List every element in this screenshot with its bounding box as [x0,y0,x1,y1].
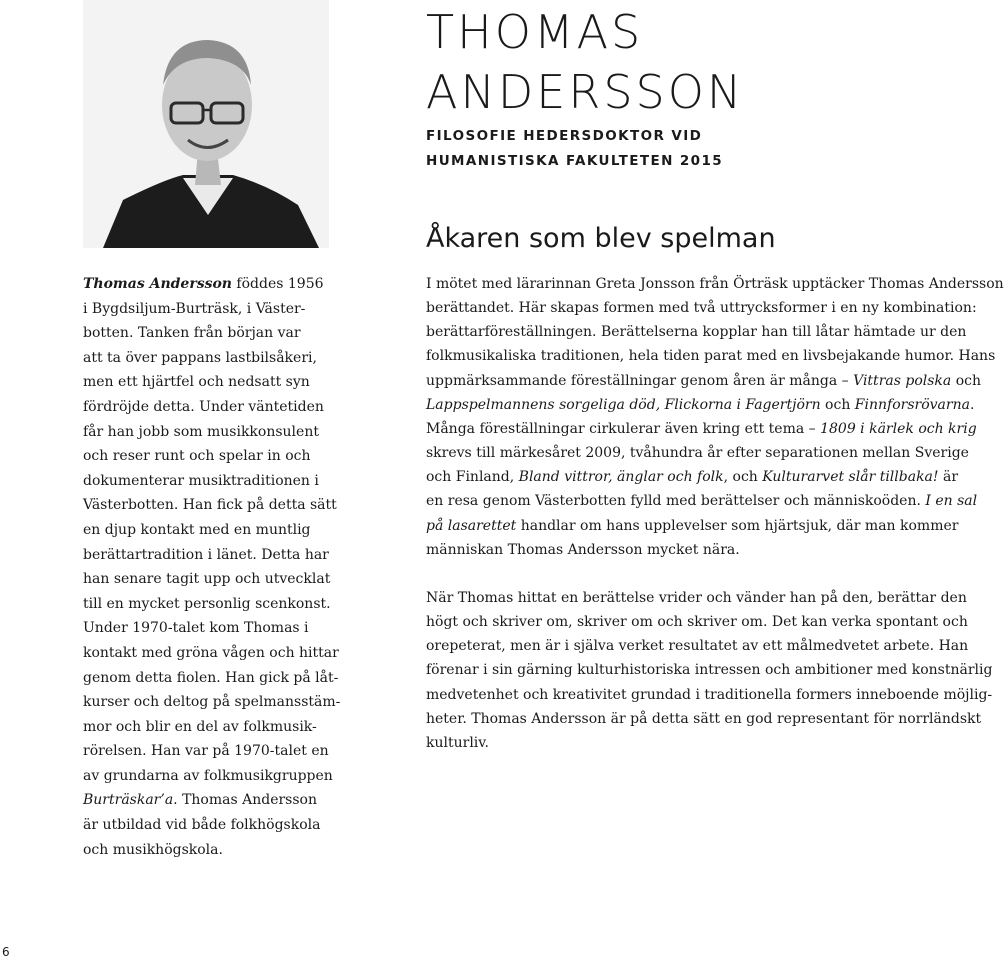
text-run: dokumenterar musiktraditionen i [83,472,319,489]
text-line [83,444,343,469]
text-run: uppmärksammande föreställningar genom åren är många – [426,372,854,389]
text-run: orepeterat, men är i själva verket resultatet av ett målmedvetet arbete. Han [426,638,969,655]
text-run: folkmusikaliska traditionen, hela tiden parat med en livsbejakande humor. Hans [426,348,996,365]
text-line [83,641,343,666]
text-run: fördröjde detta. Under väntetiden [83,398,324,415]
text-run: av grundarna av folkmusikgruppen [83,767,333,784]
text-line [426,538,960,562]
text-line [83,420,343,445]
text-run: han senare tagit upp och utvecklat [83,571,331,588]
portrait-image [83,0,329,248]
text-line [426,634,969,658]
text-run: botten. Tanken från början var [83,325,301,342]
text-run: medvetenhet och kreativitet grundad i traditionella formers inneboende möjlig- [426,686,993,703]
text-run: och musikhögskola. [83,841,223,858]
text-line [426,441,969,465]
text-run: handlar om hans upplevelser som hjärtsjuk, där man kommer [516,517,959,534]
text-run: i Bygdsiljum-Burträsk, i Väster- [83,300,306,317]
honor-line: FILOSOFIE HEDERSDOKTOR VID [426,128,703,144]
text-line [426,344,996,368]
text-run: I mötet med lärarinnan Greta Jonsson från Örträsk upptäcker Thomas Andersson [426,276,1004,292]
text-line [426,369,981,393]
text-run: genom detta fiolen. Han gick på låt- [83,669,339,686]
text-line [426,731,960,755]
text-run: , och [723,469,763,486]
italic-title: Kulturarvet slår tillbaka! [762,469,939,486]
text-run: högt och skriver om, skriver om och skriver om. Det kan verka spontant och [426,614,968,631]
article-heading: Åkaren som blev spelman [426,223,776,254]
text-run: heter. Thomas Andersson är på detta sätt en god representant för norrländskt [426,710,982,727]
text-line [426,586,967,610]
text-line [83,543,343,568]
text-line [83,272,343,297]
text-run: Västerbotten. Han fick på detta sätt [83,497,337,514]
text-run: . [969,396,975,413]
text-line [83,616,343,641]
text-run: får han jobb som musikkonsulent [83,423,319,440]
body-paragraph [426,586,993,755]
text-line [426,514,960,538]
text-run: människan Thomas Andersson mycket nära. [426,541,740,558]
text-line [426,272,1004,296]
text-line [426,610,968,634]
text-run: till en mycket personlig scenkonst. [83,595,331,612]
text-run: kulturliv. [426,734,489,751]
text-line [83,715,343,740]
text-run: är [938,469,959,486]
text-line [83,739,343,764]
name-line: THOMAS [426,5,644,59]
text-run: Under 1970-talet kom Thomas i [83,620,309,637]
italic-title: 1809 i kärlek och krig [820,420,977,437]
person-name [426,2,744,122]
text-run: kurser och deltog på spelmansstäm- [83,694,341,711]
text-run: förenar i sin gärning kulturhistoriska intressen och ambitioner med konstnärlig [426,662,993,679]
text-line [426,707,982,731]
text-line [83,297,343,322]
text-run: berättarföreställningen. Berättelserna kopplar han till låtar hämtade ur den [426,324,967,341]
text-run: är utbildad vid både folkhögskola [83,817,321,834]
text-line [83,395,343,420]
text-line [426,465,960,489]
text-line [83,666,343,691]
article-body [426,272,1004,755]
text-run: föddes 1956 [231,276,324,292]
text-run: att ta över pappans lastbilsåkeri, [83,349,317,366]
text-run: och [820,396,855,413]
text-run: När Thomas hittat en berättelse vrider och vänder han på den, berättar den [426,589,967,606]
honor-title [426,124,723,174]
text-run: men ett hjärtfel och nedsatt syn [83,374,310,391]
italic-title: Burträskar’a [83,792,174,809]
portrait-photo [83,0,329,248]
text-line [83,838,343,863]
italic-title: Finnforsrövarna [854,396,970,413]
italic-title: I en sal [925,493,978,510]
italic-title: Vittras polska [853,372,952,389]
text-line [83,518,343,543]
text-line [83,567,343,592]
text-line [426,683,993,707]
italic-title: Lappspelmannens sorgeliga död, Flickorna i Fagertjörn [426,396,821,413]
text-run: skrevs till märkesåret 2009, tvåhundra år efter separationen mellan Sverige [426,445,969,462]
italic-title: på lasarettet [426,517,517,534]
text-line [83,370,343,395]
text-run: en djup kontakt med en muntlig [83,521,311,538]
text-line [83,788,343,813]
text-run: kontakt med gröna vågen och hittar [83,644,339,661]
page-number: 6 [2,945,10,959]
text-run: och Finland, [426,469,519,486]
text-line [426,658,993,682]
text-line [83,469,343,494]
text-run: rörelsen. Han var på 1970-talet en [83,743,329,760]
text-line [426,320,967,344]
text-line [83,493,343,518]
bio-name: Thomas Andersson [83,276,232,292]
text-line [426,417,977,441]
text-run: en resa genom Västerbotten fylld med berättelser och människoöden. [426,493,926,510]
text-run: berättartradition i länet. Detta har [83,546,329,563]
text-line [83,764,343,789]
name-line: ANDERSSON [426,65,745,119]
text-run: mor och blir en del av folkmusik- [83,718,317,735]
text-line [83,321,343,346]
text-line [426,393,975,417]
text-line [83,592,343,617]
text-run: . Thomas Andersson [173,792,317,809]
text-line [426,296,977,320]
text-line [83,346,343,371]
honor-line: HUMANISTISKA FAKULTETEN 2015 [426,153,724,169]
text-run: berättandet. Här skapas formen med två uttrycksformer i en ny kombination: [426,300,977,317]
text-line [83,813,343,838]
text-line [426,489,978,513]
text-run: Många föreställningar cirkulerar även kring ett tema – [426,420,821,437]
body-paragraph [426,272,1004,562]
italic-title: Bland vittror, änglar och folk [518,469,724,486]
biography-text [83,272,343,862]
text-line [83,690,343,715]
text-run: och reser runt och spelar in och [83,448,311,465]
text-run: och [951,372,981,389]
